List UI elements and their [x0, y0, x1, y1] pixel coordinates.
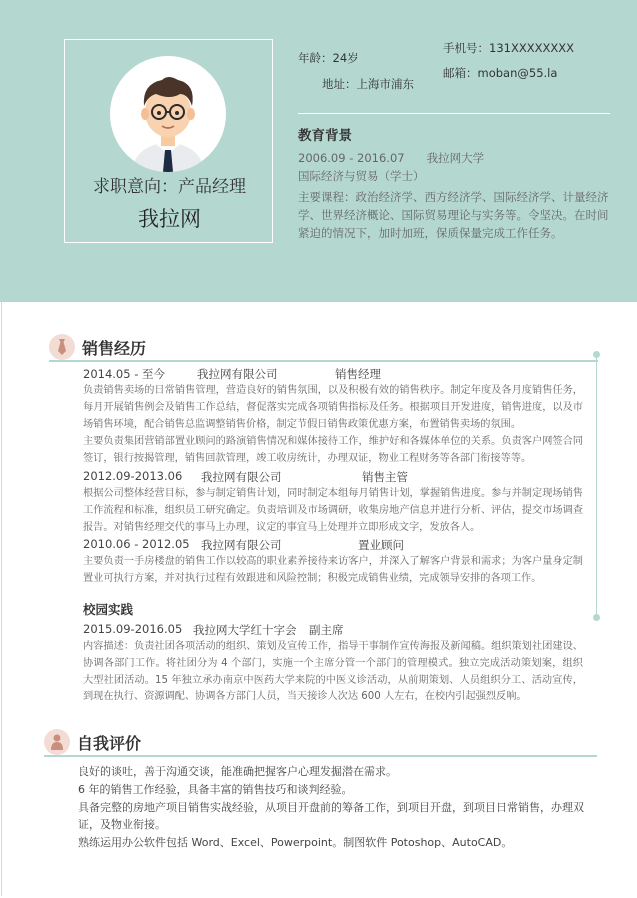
job-position: 销售经理 [335, 367, 381, 381]
education-title: 教育背景 [298, 128, 352, 144]
job-position: 置业顾问 [358, 538, 404, 552]
avatar [110, 56, 226, 172]
campus-period: 2015.09-2016.05 [83, 622, 183, 636]
sales-section-rule [49, 360, 598, 362]
age: 年龄：24岁 [298, 51, 359, 65]
timeline-line [596, 354, 597, 618]
job-description: 负责销售卖场的日常销售管理，营造良好的销售氛围，以及积极有效的销售秩序。制定年度及各月度销售任务，每月开展销售例会及销售工作总结，督促落实完成各项销售指标及任务。根据项目开发进度，销售进度，以及市场销售环境，配合销售总监调整销售价格，制定节假日销售政策优惠方案，布置销售卖场的氛围。 [83, 385, 583, 430]
phone: 手机号：131XXXXXXXX [443, 41, 574, 55]
self-eval-section-rule [44, 755, 597, 757]
education-courses: 主要课程：政治经济学、西方经济学、国际经济学、计量经济学、世界经济概论、国际贸易理论与实务等。令坚决。在时间紧迫的情况下，加时加班，保质保量完成工作任务。 [298, 190, 609, 240]
self-eval-line: 6 年的销售工作经验，具备丰富的销售技巧和谈判经验。 [78, 783, 353, 796]
campus-org: 我拉网大学红十字会 [193, 623, 297, 637]
address: 地址：上海市浦东 [322, 77, 414, 91]
job-company: 我拉网有限公司 [201, 470, 282, 484]
job-description: 主要负责一手房楼盘的销售工作以较高的职业素养接待来访客户，并深入了解客户背景和需求；为客户量身定制置业可执行方案，并对执行过程有效跟进和风险控制；积极完成销售业绩，完成领导安排的各项工作。 [83, 556, 583, 584]
profile-card [64, 39, 273, 243]
self-eval-line: 熟练运用办公软件包括 Word、Excel、Powerpoint。制图软件 Potoshop、AutoCAD。 [78, 836, 513, 849]
education-period: 2006.09 - 2016.07 [298, 151, 405, 165]
education-school: 我拉网大学 [426, 151, 485, 165]
campus-title: 校园实践 [83, 602, 134, 617]
info-divider [298, 113, 610, 114]
job-position: 销售主管 [362, 470, 408, 484]
left-rail [1, 302, 2, 896]
job-description: 根据公司整体经营目标，参与制定销售计划，同时制定本组每月销售计划，掌握销售进度。参与并制定现场销售工作流程和标准，组织员工研究确定。负责培训及市场调研，收集房地产信息并进行分析、评估，提交市场调查报告。对销售经理交代的事马上办理，议定的事宜马上处理并立即形成文字，发放各人。 [83, 488, 583, 533]
campus-role: 副主席 [309, 623, 344, 637]
person-icon [51, 734, 63, 750]
tie-icon [56, 339, 68, 355]
job-company: 我拉网有限公司 [201, 538, 282, 552]
self-eval-line: 良好的谈吐，善于沟通交谈，能准确把握客户心理发掘潜在需求。 [78, 765, 397, 778]
job-company: 我拉网有限公司 [197, 367, 278, 381]
education-row [298, 150, 484, 166]
job-objective: 求职意向：产品经理 [93, 177, 246, 197]
job-period: 2012.09-2013.06 [83, 469, 183, 483]
self-eval-section-title: 自我评价 [77, 734, 142, 753]
sales-section-title: 销售经历 [82, 339, 147, 358]
sales-section-icon [49, 334, 75, 360]
campus-description: 内容描述：负责社团各项活动的组织、策划及宣传工作，指导干事制作宣传海报及新闻稿。组织策划社团建设、协调各部门工作。将社团分为 4 个部门，实施一个主席分管一个部门的管理模式。独立完成活动策划案，组织大型社团活动。15 年独立承办南京中医药大学来院的中医义诊活动，从前期策划、人员组织分工、活动宣传，到现在执行、资源调配、协调各方部门人员，当天接诊人次达 600 人左右，在校内引起强烈反响。 [83, 641, 583, 703]
email: 邮箱：moban@55.la [443, 66, 558, 80]
avatar-illustration [110, 56, 226, 172]
candidate-name: 我拉网 [138, 207, 201, 231]
self-eval-section-icon [44, 729, 70, 755]
job-description: 主要负责集团营销部置业顾问的路演销售情况和媒体接待工作，维护好和各媒体单位的关系。负责客户网签合同签订，银行按揭管理，销售回款管理，竣工收房统计，办理双证，物业工程财务等各部门衔接等等。 [83, 436, 583, 464]
job-period: 2010.06 - 2012.05 [83, 537, 190, 551]
education-major: 国际经济与贸易（学士） [298, 169, 425, 183]
job-period: 2014.05 - 至今 [83, 367, 166, 381]
self-eval-line: 具备完整的房地产项目销售实战经验，从项目开盘前的筹备工作，到项目开盘，到项目日常销售，办理双证，及物业衔接。 [78, 801, 584, 831]
